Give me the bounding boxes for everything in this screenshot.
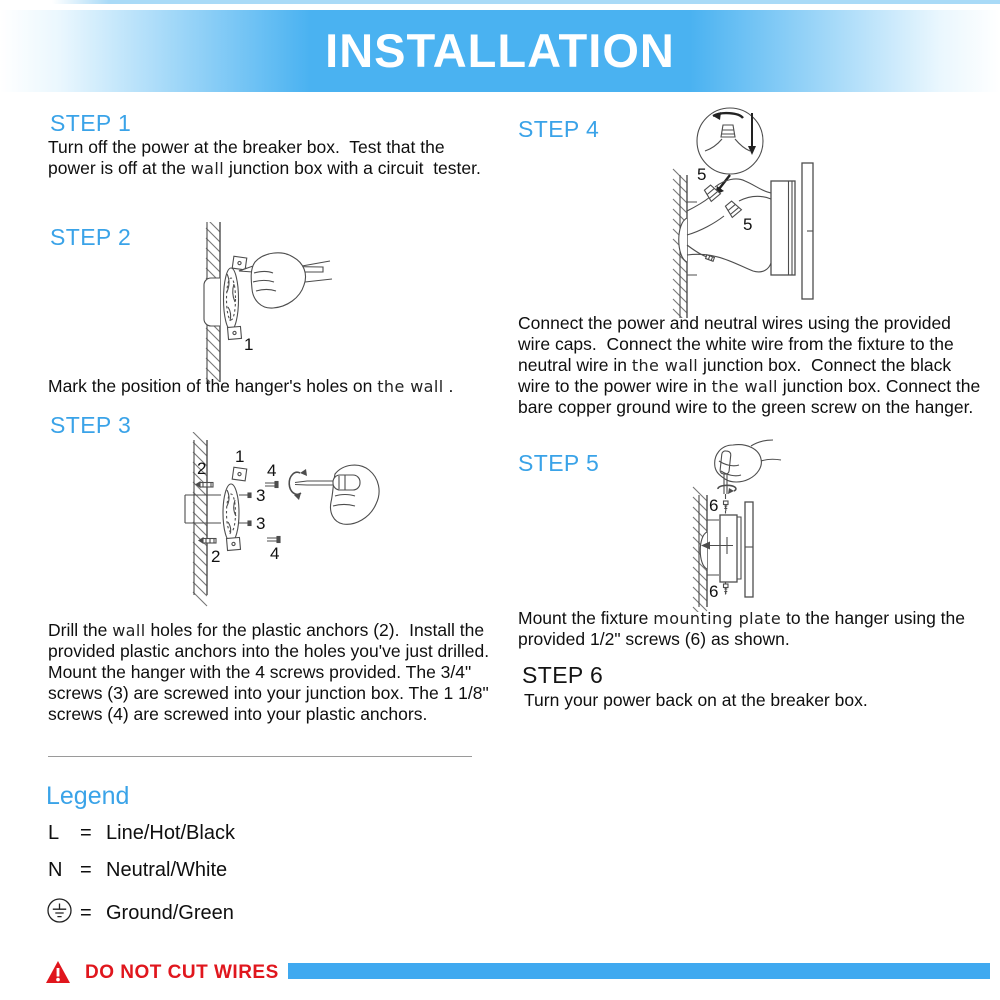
text-segment-alt: mounting plate <box>653 609 782 628</box>
text-segment: Turn off the power at the breaker box. Test that the power is off at the <box>48 137 450 178</box>
legend-label: Neutral/White <box>106 859 228 881</box>
legend-label: Line/Hot/Black <box>106 822 235 844</box>
text-segment-alt: wall <box>190 159 225 178</box>
step5-body <box>518 608 992 650</box>
step4-diagram <box>653 103 868 318</box>
legend-row-line <box>48 822 235 845</box>
step1-heading: STEP 1 <box>50 110 132 136</box>
equals-sign: = <box>80 822 92 844</box>
legend-row-neutral <box>48 859 227 882</box>
step2-diagram <box>160 222 360 382</box>
part-label: 5 <box>697 165 707 184</box>
part-label: 2 <box>197 459 207 478</box>
header-top-strip <box>52 0 1000 4</box>
page-title: INSTALLATION <box>325 24 675 77</box>
text-segment-alt: wall <box>112 621 146 640</box>
text-segment: junction box with a circuit tester. <box>224 158 481 178</box>
part-label: 6 <box>709 582 719 601</box>
part-label: 2 <box>211 547 221 566</box>
equals-sign: = <box>80 859 92 881</box>
step6-body <box>524 690 974 711</box>
text-segment: junction box. Connect the black wire to the power wire in <box>518 355 956 396</box>
step5-diagram <box>655 437 790 612</box>
text-segment-alt: the wall <box>711 377 778 396</box>
text-segment: junction box. Connect the bare copper ground wire to the green screw on the hanger. <box>518 376 986 417</box>
part-label: 4 <box>270 544 280 563</box>
step5-heading: STEP 5 <box>518 450 600 476</box>
text-segment: . <box>443 376 454 396</box>
legend-row-ground <box>46 897 234 930</box>
step1-body <box>48 137 496 179</box>
part-label: 1 <box>235 447 245 466</box>
step4-diagram-illustration <box>653 103 868 318</box>
step3-diagram-illustration <box>183 432 383 607</box>
equals-sign: = <box>80 902 92 924</box>
warning-icon <box>45 960 71 990</box>
ground-icon <box>46 897 80 930</box>
legend-symbol: N <box>48 859 63 881</box>
legend-symbol: L <box>48 822 60 844</box>
footer-blue-bar <box>288 963 990 979</box>
step3-heading: STEP 3 <box>50 412 132 438</box>
text-segment-alt: the wall <box>631 356 699 375</box>
part-label: 4 <box>267 461 277 480</box>
step5-diagram-illustration <box>655 437 790 612</box>
step2-diagram-illustration <box>160 222 360 382</box>
text-segment: Mark the position of the hanger's holes on <box>48 376 378 396</box>
part-label: 1 <box>244 335 254 354</box>
text-segment: Connect the power and neutral wires using the provided wire caps. Connect the white wire from the fixture to the neutral wire in <box>518 313 959 375</box>
step6-heading: STEP 6 <box>522 662 604 688</box>
text-segment: to the hanger using the provided 1/2" screws (6) as shown. <box>518 608 970 649</box>
warning-text: DO NOT CUT WIRES <box>85 962 279 983</box>
step4-heading: STEP 4 <box>518 116 600 142</box>
section-divider <box>48 756 472 757</box>
step2-caption <box>48 376 496 397</box>
part-label: 5 <box>743 215 753 234</box>
text-segment-alt: the wall <box>377 377 444 396</box>
step3-diagram <box>183 432 383 607</box>
text-segment: holes for the plastic anchors (2). Install the provided plastic anchors into the holes you've just drilled. Mount the hanger with the 4 screws provided. The 3/4" screws (3) are screwed into your junction box. The 1 1/8" screws (4) are screwed into your plastic anchors. <box>48 620 499 724</box>
text-segment: Mount the fixture <box>518 608 654 628</box>
part-label: 3 <box>256 486 266 505</box>
part-label: 3 <box>256 514 266 533</box>
step4-body <box>518 313 986 418</box>
legend-label: Ground/Green <box>106 902 234 924</box>
text-segment: Turn your power back on at the breaker box. <box>524 690 868 710</box>
step2-heading: STEP 2 <box>50 224 132 250</box>
part-label: 6 <box>709 496 719 515</box>
legend-heading: Legend <box>46 782 130 810</box>
text-segment: Drill the <box>48 620 113 640</box>
step3-body <box>48 620 508 725</box>
